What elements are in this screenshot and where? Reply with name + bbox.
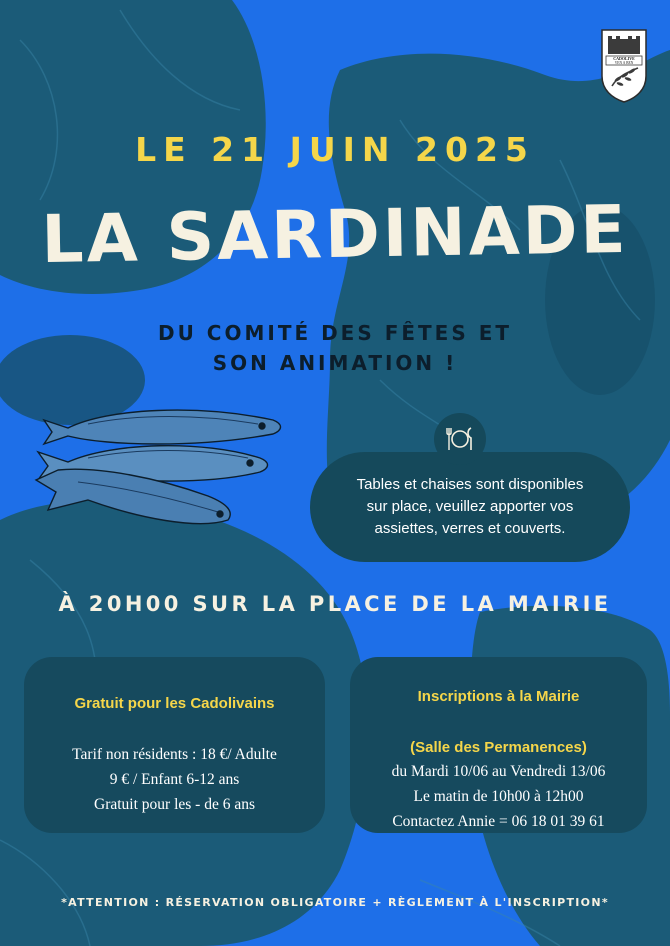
info-bubble (310, 452, 630, 562)
sardines-illustration (28, 400, 283, 536)
event-subtitle (60, 318, 610, 378)
registration-hours: Le matin de 10h00 à 12h00 (413, 788, 584, 805)
event-title: LA SARDINADE (40, 190, 630, 279)
event-location: À 20H00 SUR LA PLACE DE LA MAIRIE (58, 592, 612, 616)
pricing-line-child: 9 € / Enfant 6-12 ans (109, 771, 240, 788)
svg-text:VEN A BEN: VEN A BEN (614, 61, 634, 65)
town-crest-icon (598, 28, 650, 104)
subtitle-line-1: DU COMITÉ DES FÊTES ET (157, 321, 513, 345)
pricing-panel (24, 657, 325, 833)
subtitle-line-2: SON ANIMATION ! (212, 351, 458, 375)
pricing-line-under-6: Gratuit pour les - de 6 ans (94, 796, 255, 813)
registration-dates: du Mardi 10/06 au Vendredi 13/06 (391, 763, 606, 780)
registration-contact: Contactez Annie = 06 18 01 39 61 (392, 813, 605, 830)
svg-text:CADOLIVE: CADOLIVE (613, 56, 635, 61)
pricing-line-adult: Tarif non résidents : 18 €/ Adulte (72, 746, 277, 763)
cutlery-icon (434, 413, 486, 465)
registration-panel (350, 657, 647, 833)
event-date: LE 21 JUIN 2025 (135, 130, 535, 169)
pricing-heading: Gratuit pour les Cadolivains (74, 695, 275, 712)
info-bubble-text: Tables et chaises sont disponibles sur place, veuillez apporter vos assiettes, verres et couverts. (356, 476, 584, 537)
attention-notice: *ATTENTION : RÉSERVATION OBLIGATOIRE + RÈGLEMENT À L'INSCRIPTION* (61, 896, 609, 909)
registration-heading-2: (Salle des Permanences) (410, 739, 587, 756)
registration-heading-1: Inscriptions à la Mairie (417, 688, 580, 705)
